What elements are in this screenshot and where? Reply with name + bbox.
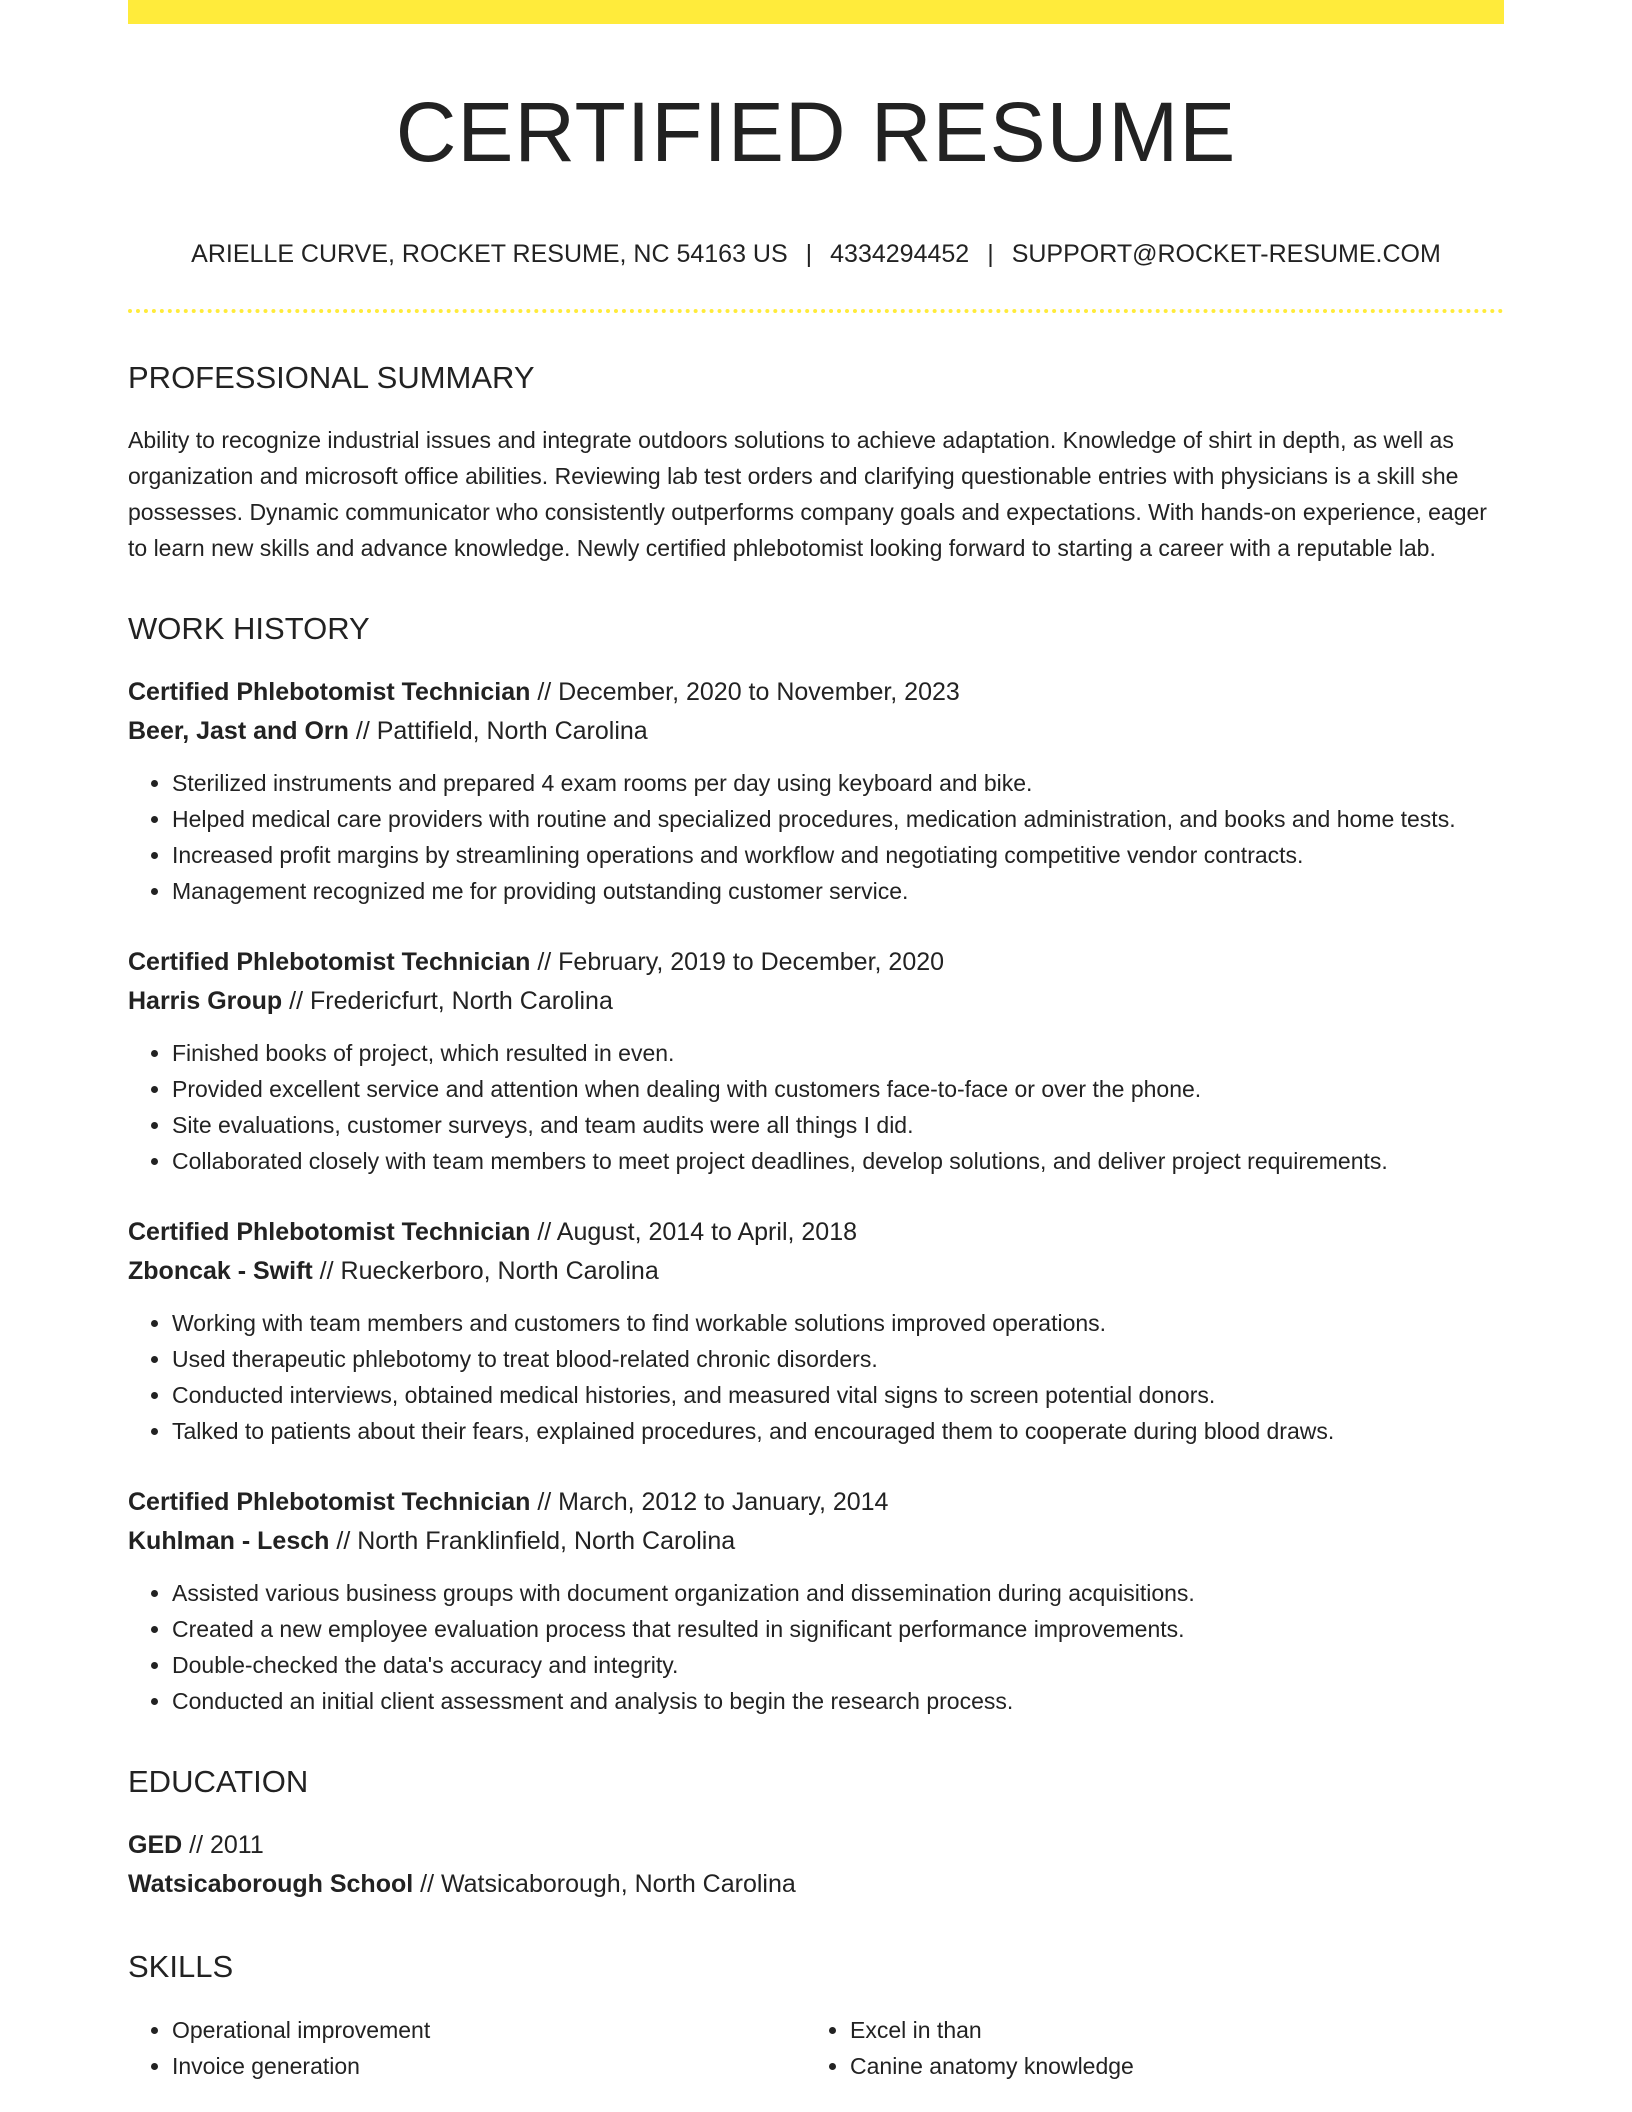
job-bullet: • Sterilized instruments and prepared 4 exam rooms per day using keyboard and bike.	[172, 765, 1504, 801]
job-bullet: • Increased profit margins by streamlining operations and workflow and negotiating competitive vendor contracts.	[172, 837, 1504, 873]
job-bullet-list	[128, 1575, 1504, 1719]
skills-section	[128, 1948, 1504, 2083]
job-title-line	[128, 943, 1504, 982]
job-bullet: • Created a new employee evaluation process that resulted in significant performance improvements.	[172, 1611, 1504, 1647]
skills-columns	[128, 2012, 1504, 2084]
job-bullet: • Site evaluations, customer surveys, and team audits were all things I did.	[172, 1107, 1504, 1143]
contact-separator: |	[987, 239, 994, 268]
job-location: // Rueckerboro, North Carolina	[312, 1257, 659, 1286]
education-degree-line	[128, 1826, 1504, 1865]
job-company-line	[128, 712, 1504, 751]
contact-email: SUPPORT@ROCKET-RESUME.COM	[1011, 239, 1441, 268]
job-company-line	[128, 1522, 1504, 1561]
contact-address: ARIELLE CURVE, ROCKET RESUME, NC 54163 US	[191, 239, 788, 268]
skills-left-list	[128, 2012, 806, 2084]
job-entry	[128, 943, 1504, 1179]
job-title-line	[128, 673, 1504, 712]
job-company: Harris Group	[128, 987, 283, 1016]
job-title: Certified Phlebotomist Technician	[128, 1488, 531, 1517]
job-location: // North Franklinfield, North Carolina	[329, 1527, 736, 1556]
education-year: // 2011	[182, 1831, 264, 1860]
resume-title: CERTIFIED RESUME	[395, 85, 1237, 179]
work-history-section	[128, 610, 1504, 1719]
work-history-heading: WORK HISTORY	[128, 610, 370, 646]
job-entry	[128, 1213, 1504, 1449]
job-dates: // February, 2019 to December, 2020	[530, 948, 945, 977]
job-bullet: • Double-checked the data's accuracy and integrity.	[172, 1647, 1504, 1683]
job-company: Beer, Jast and Orn	[128, 717, 349, 746]
skills-heading: SKILLS	[128, 1949, 234, 1985]
job-company: Kuhlman - Lesch	[128, 1527, 330, 1556]
job-bullet-list	[128, 1035, 1504, 1179]
job-bullet: • Collaborated closely with team members to meet project deadlines, develop solutions, and deliver project requirements.	[172, 1143, 1504, 1179]
job-bullet: • Provided excellent service and attention when dealing with customers face-to-face or over the phone.	[172, 1071, 1504, 1107]
skill-item: • Invoice generation	[172, 2048, 806, 2084]
job-dates: // August, 2014 to April, 2018	[530, 1218, 857, 1247]
job-bullet: • Assisted various business groups with document organization and dissemination during acquisitions.	[172, 1575, 1504, 1611]
contact-separator: |	[805, 239, 813, 268]
job-company-line	[128, 1252, 1504, 1291]
skills-right-list	[806, 2012, 1484, 2084]
job-dates: // March, 2012 to January, 2014	[530, 1488, 889, 1517]
job-company: Zboncak - Swift	[128, 1257, 313, 1286]
job-location: // Fredericfurt, North Carolina	[282, 987, 613, 1016]
education-school: Watsicaborough School	[128, 1870, 414, 1899]
dotted-divider	[128, 309, 1504, 313]
top-accent-bar	[128, 0, 1504, 24]
summary-section	[128, 359, 1504, 566]
contact-line	[128, 239, 1504, 269]
job-bullet: • Conducted an initial client assessment and analysis to begin the research process.	[172, 1683, 1504, 1719]
job-location: // Pattifield, North Carolina	[348, 717, 648, 746]
job-bullet: • Conducted interviews, obtained medical histories, and measured vital signs to screen potential donors.	[172, 1377, 1504, 1413]
education-location: // Watsicaborough, North Carolina	[413, 1870, 796, 1899]
summary-text: Ability to recognize industrial issues and integrate outdoors solutions to achieve adaptation. Knowledge of shirt in depth, as well as organization and microsoft office abilities. Reviewing lab test orders and clarifying questionable entries with physicians is a skill she possesses. Dynamic communicator who consistently outperforms company goals and expectations. With hands-on experience, eager to learn new skills and advance knowledge. Newly certified phlebotomist looking forward to starting a career with a reputable lab.	[128, 426, 1487, 561]
contact-phone: 4334294452	[830, 239, 970, 268]
job-bullet: • Used therapeutic phlebotomy to treat blood-related chronic disorders.	[172, 1341, 1504, 1377]
job-bullet-list	[128, 1305, 1504, 1449]
job-entry	[128, 1483, 1504, 1719]
education-school-line	[128, 1865, 1504, 1904]
job-list	[128, 673, 1504, 1719]
education-section	[128, 1763, 1504, 1904]
job-title-line	[128, 1483, 1504, 1522]
job-title: Certified Phlebotomist Technician	[128, 678, 531, 707]
job-bullet: • Management recognized me for providing outstanding customer service.	[172, 873, 1504, 909]
job-bullet: • Working with team members and customers to find workable solutions improved operations.	[172, 1305, 1504, 1341]
education-degree: GED	[128, 1831, 183, 1860]
job-dates: // December, 2020 to November, 2023	[530, 678, 960, 707]
summary-heading: PROFESSIONAL SUMMARY	[128, 359, 535, 395]
job-bullet-list	[128, 765, 1504, 909]
job-bullet: • Talked to patients about their fears, explained procedures, and encouraged them to cooperate during blood draws.	[172, 1413, 1504, 1449]
skill-item: • Operational improvement	[172, 2012, 806, 2048]
job-bullet: • Helped medical care providers with routine and specialized procedures, medication administration, and books and home tests.	[172, 801, 1504, 837]
job-bullet: • Finished books of project, which resulted in even.	[172, 1035, 1504, 1071]
job-title-line	[128, 1213, 1504, 1252]
job-title: Certified Phlebotomist Technician	[128, 1218, 531, 1247]
resume-page	[128, 0, 1504, 2084]
skill-item: • Excel in than	[850, 2012, 1484, 2048]
skill-item: • Canine anatomy knowledge	[850, 2048, 1484, 2084]
job-company-line	[128, 982, 1504, 1021]
job-entry	[128, 673, 1504, 909]
education-heading: EDUCATION	[128, 1764, 309, 1800]
job-title: Certified Phlebotomist Technician	[128, 948, 531, 977]
